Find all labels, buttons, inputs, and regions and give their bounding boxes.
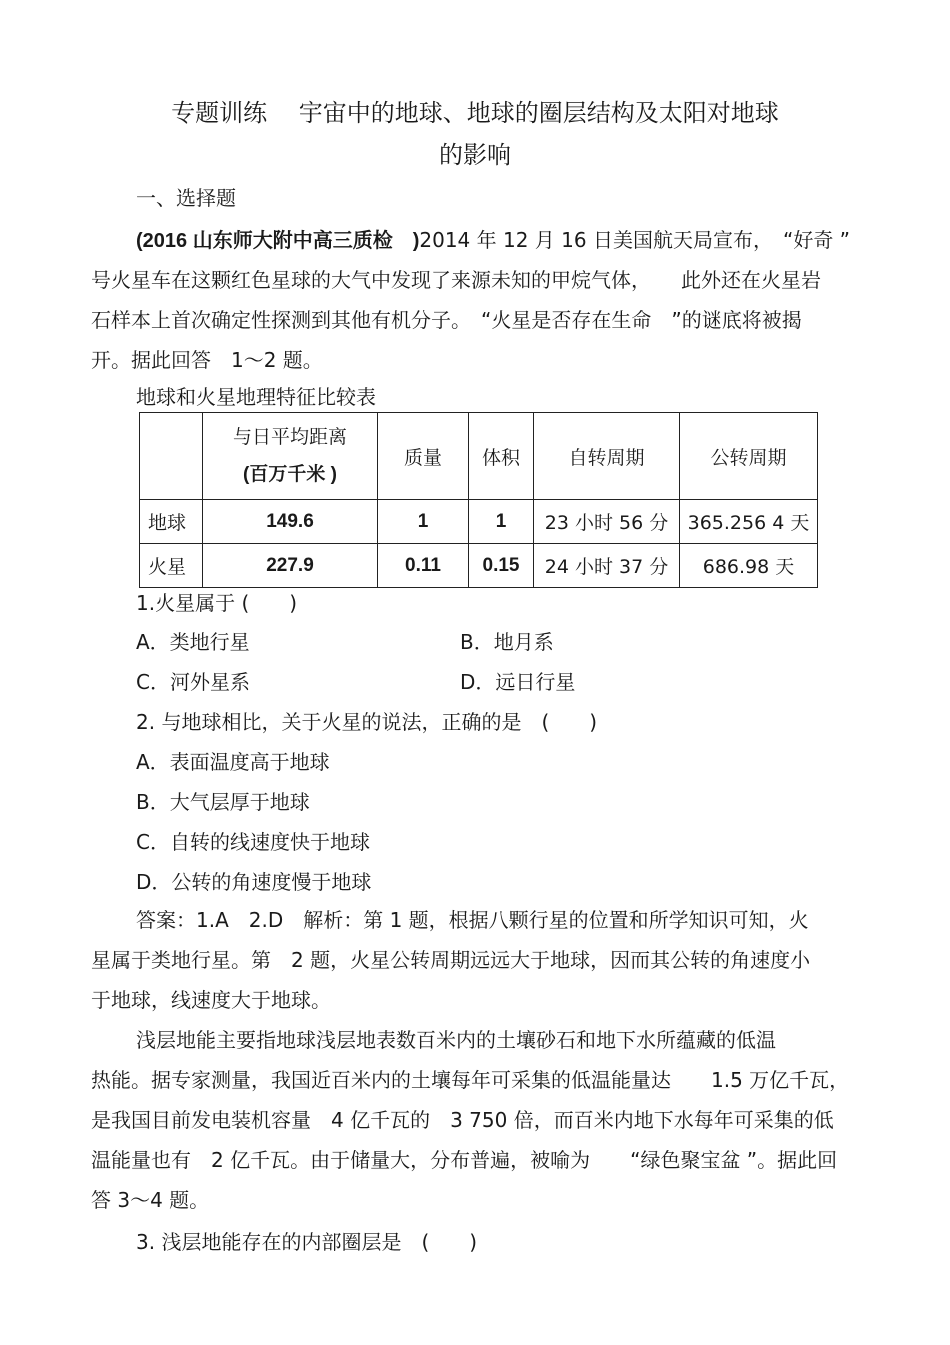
header-distance-line-2: (百万千米 ) [243,464,337,485]
header-revolution: 公转周期 [680,413,818,500]
passage1-line-1 [136,228,850,253]
passage2-line-1: 浅层地能主要指地球浅层地表数百米内的土壤砂石和地下水所蕴藏的低温 [136,1028,776,1052]
cell-mass: 1 [378,500,469,544]
row-label-mars: 火星 [140,544,203,588]
cell-volume: 1 [469,500,534,544]
question-2-stem: 2. 与地球相比，关于火星的说法，正确的是 ( ) [136,710,598,734]
table-header-row [140,413,818,500]
passage1-line-2: 号火星车在这颗红色星球的大气中发现了来源未知的甲烷气体， 此外还在火星岩 [91,268,821,292]
question-1-stem: 1.火星属于 ( ) [136,591,298,615]
header-mass: 质量 [378,413,469,500]
table-row [140,544,818,588]
question-3-stem: 3. 浅层地能存在的内部圈层是 ( ) [136,1230,478,1254]
question-2-option-d: D．公转的角速度慢于地球 [136,870,372,894]
answer-line-1: 答案：1.A 2.D 解析：第 1 题，根据八颗行星的位置和所学知识可知，火 [136,908,809,932]
header-rotation: 自转周期 [534,413,680,500]
comparison-table [139,412,818,588]
answer-line-3: 于地球，线速度大于地球。 [91,988,331,1012]
passage2-line-2: 热能。据专家测量，我国近百米内的土壤每年可采集的低温能量达 1.5 万亿千瓦， [91,1068,850,1092]
cell-distance: 227.9 [203,544,378,588]
question-1-option-c: C．河外星系 [136,670,250,694]
question-2-option-c: C．自转的线速度快于地球 [136,830,370,854]
question-1-option-d: D．远日行星 [460,670,576,694]
passage2-line-3: 是我国目前发电装机容量 4 亿千瓦的 3 750 倍，而百米内地下水每年可采集的低 [91,1108,834,1132]
passage1-source: (2016 山东师大附中高三质检 ) [136,230,420,252]
question-2-option-b: B．大气层厚于地球 [136,790,310,814]
question-1-option-b: B．地月系 [460,630,554,654]
cell-rotation: 24 小时 37 分 [534,544,680,588]
cell-revolution: 365.256 4 天 [680,500,818,544]
passage1-line-3: 石样本上首次确定性探测到其他有机分子。 “火星是否存在生命 ”的谜底将被揭 [91,308,802,332]
cell-rotation: 23 小时 56 分 [534,500,680,544]
table-corner-cell [140,413,203,500]
header-volume: 体积 [469,413,534,500]
row-label-earth: 地球 [140,500,203,544]
header-distance-line-1: 与日平均距离 [232,426,347,448]
section-heading: 一、选择题 [136,186,236,210]
passage2-line-4: 温能量也有 2 亿千瓦。由于储量大，分布普遍，被喻为 “绿色聚宝盆 ”。据此回 [91,1148,838,1172]
document-title-line-2: 的影响 [439,141,511,169]
document-title-line-1: 专题训练 宇宙中的地球、地球的圈层结构及太阳对地球 [171,99,779,127]
table-row [140,500,818,544]
cell-mass: 0.11 [378,544,469,588]
passage2-line-5: 答 3～4 题。 [91,1188,210,1212]
table-caption: 地球和火星地理特征比较表 [136,385,376,409]
question-1-option-a: A．类地行星 [136,630,250,654]
answer-line-2: 星属于类地行星。第 2 题，火星公转周期远远大于地球，因而其公转的角速度小 [91,948,811,972]
cell-revolution: 686.98 天 [680,544,818,588]
cell-volume: 0.15 [469,544,534,588]
question-2-option-a: A．表面温度高于地球 [136,750,330,774]
header-distance [203,413,378,500]
passage1-line-1-text: 2014 年 12 月 16 日美国航天局宣布， “好奇 ” [419,228,851,252]
cell-distance: 149.6 [203,500,378,544]
passage1-line-4: 开。据此回答 1～2 题。 [91,348,323,372]
